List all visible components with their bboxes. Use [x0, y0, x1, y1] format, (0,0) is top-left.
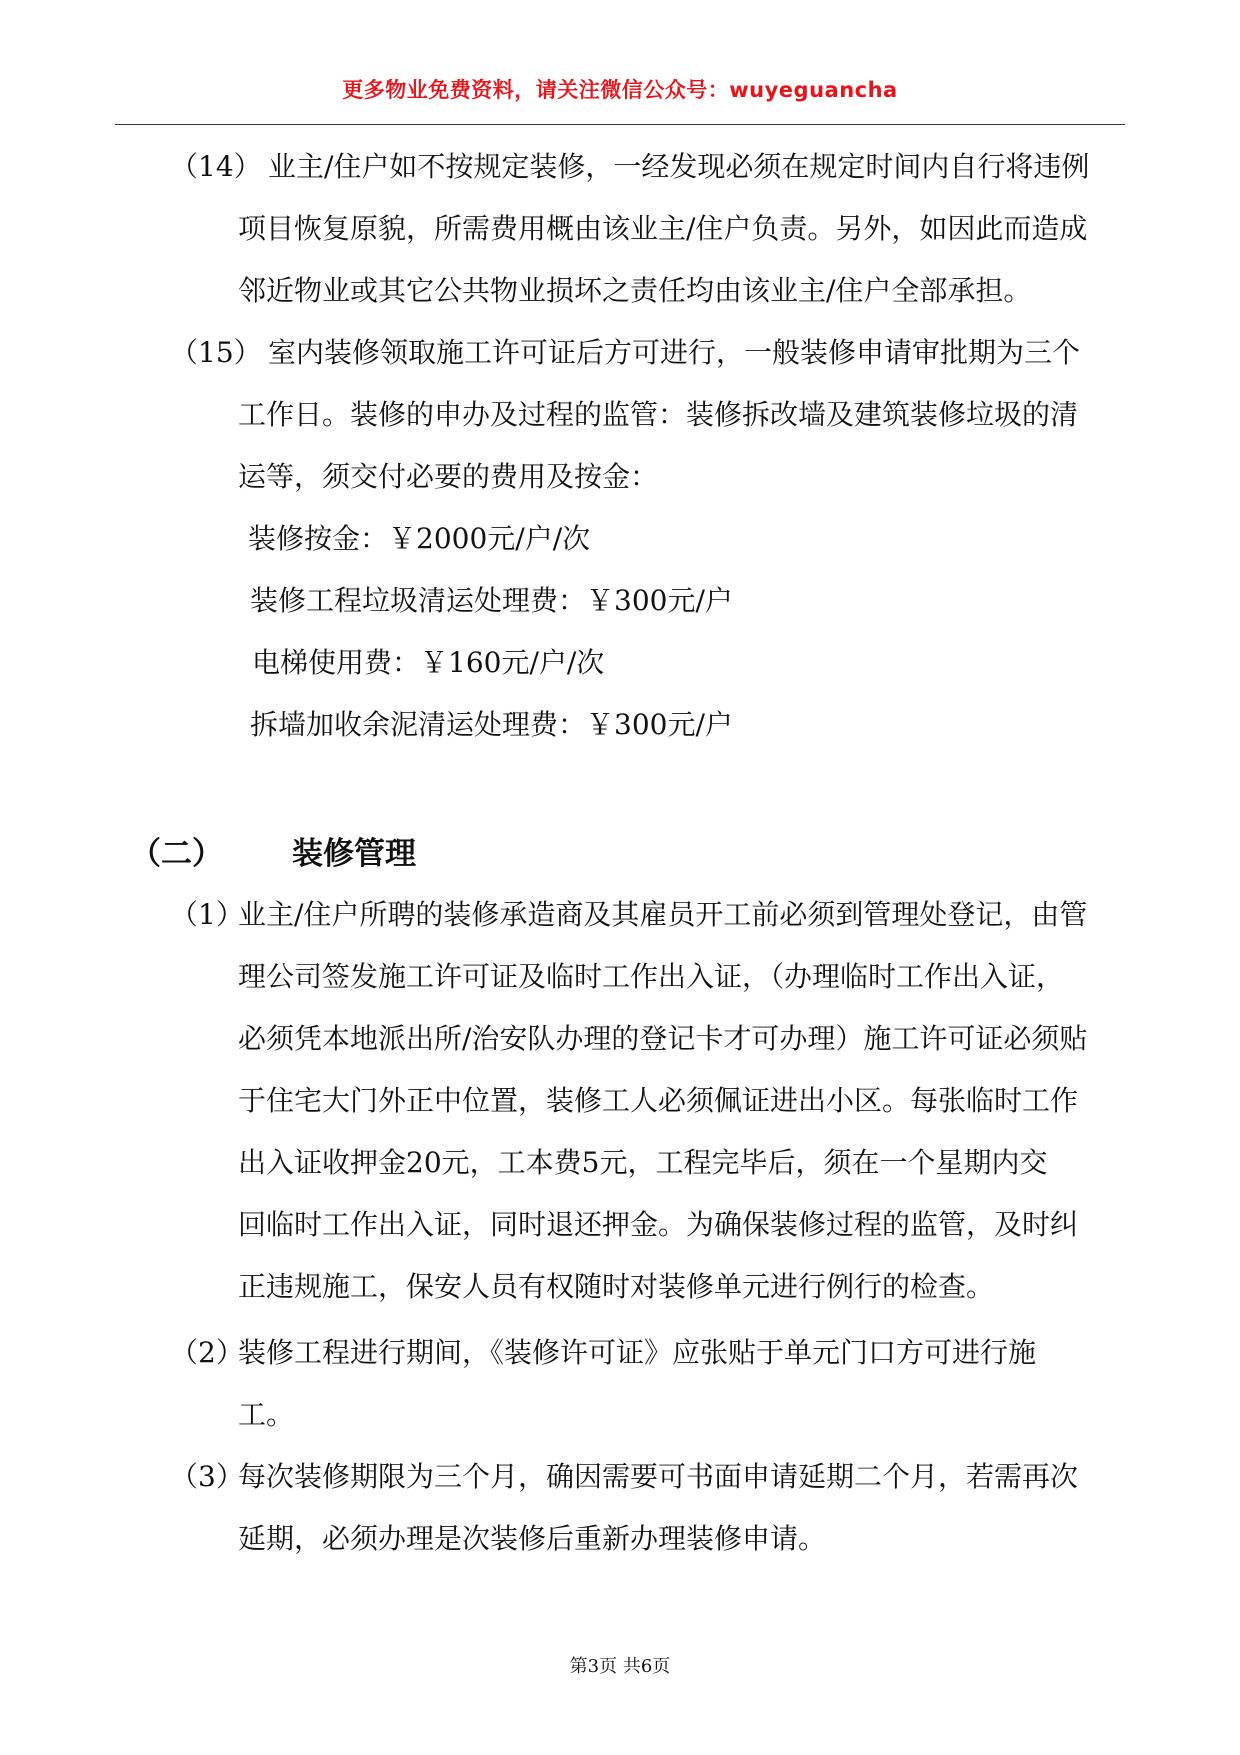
item-15-line-3: 运等，须交付必要的费用及按金：	[238, 460, 659, 493]
item-2-line-1: 装修工程进行期间，《装修许可证》应张贴于单元门口方可进行施	[238, 1336, 1037, 1369]
page-number: 第3页 共6页	[569, 1656, 671, 1677]
item-number-14: （14）	[170, 150, 262, 183]
item-3-line-2: 延期，必须办理是次装修后重新办理装修申请。	[238, 1522, 827, 1555]
item-number-15: （15）	[170, 336, 262, 369]
item-number-2: （2）	[170, 1336, 244, 1369]
item-1-line-4: 于住宅大门外正中位置，装修工人必须佩证进出小区。每张临时工作	[238, 1084, 1079, 1117]
fee-wall-demolition: 拆墙加收余泥清运处理费：￥300元/户	[250, 708, 733, 741]
item-14-line-2: 项目恢复原貌，所需费用概由该业主/住户负责。另外，如因此而造成	[238, 212, 1088, 245]
section-number: （二）	[130, 836, 223, 872]
item-14-line-3: 邻近物业或其它公共物业损坏之责任均由该业主/住户全部承担。	[238, 274, 1032, 307]
header-note: 更多物业免费资料，请关注微信公众号：wuyeguancha	[342, 78, 898, 102]
item-1-line-1: 业主/住户所聘的装修承造商及其雇员开工前必须到管理处登记，由管	[238, 898, 1088, 931]
fee-deposit: 装修按金：￥2000元/户/次	[248, 522, 591, 555]
item-1-line-2: 理公司签发施工许可证及临时工作出入证，（办理临时工作出入证，	[238, 960, 1065, 993]
item-1-line-5: 出入证收押金20元，工本费5元，工程完毕后，须在一个星期内交	[238, 1146, 1048, 1179]
item-1-line-6: 回临时工作出入证，同时退还押金。为确保装修过程的监管，及时纠	[238, 1208, 1079, 1241]
item-15-line-2: 工作日。装修的申办及过程的监管：装修拆改墙及建筑装修垃圾的清	[238, 398, 1079, 431]
header-divider	[115, 124, 1125, 125]
item-15-line-1: 室内装修领取施工许可证后方可进行，一般装修申请审批期为三个	[268, 336, 1081, 369]
fee-garbage-removal: 装修工程垃圾清运处理费：￥300元/户	[250, 584, 733, 617]
item-1-line-3: 必须凭本地派出所/治安队办理的登记卡才可办理）施工许可证必须贴	[238, 1022, 1088, 1055]
fee-elevator: 电梯使用费：￥160元/户/次	[252, 646, 605, 679]
item-1-line-7: 正违规施工，保安人员有权随时对装修单元进行例行的检查。	[238, 1270, 995, 1303]
section-title: 装修管理	[292, 836, 416, 872]
item-number-3: （3）	[170, 1460, 244, 1493]
item-14-line-1: 业主/住户如不按规定装修，一经发现必须在规定时间内自行将违例	[268, 150, 1090, 183]
item-number-1: （1）	[170, 898, 244, 931]
item-2-line-2: 工。	[238, 1398, 295, 1431]
item-3-line-1: 每次装修期限为三个月，确因需要可书面申请延期二个月，若需再次	[238, 1460, 1079, 1493]
